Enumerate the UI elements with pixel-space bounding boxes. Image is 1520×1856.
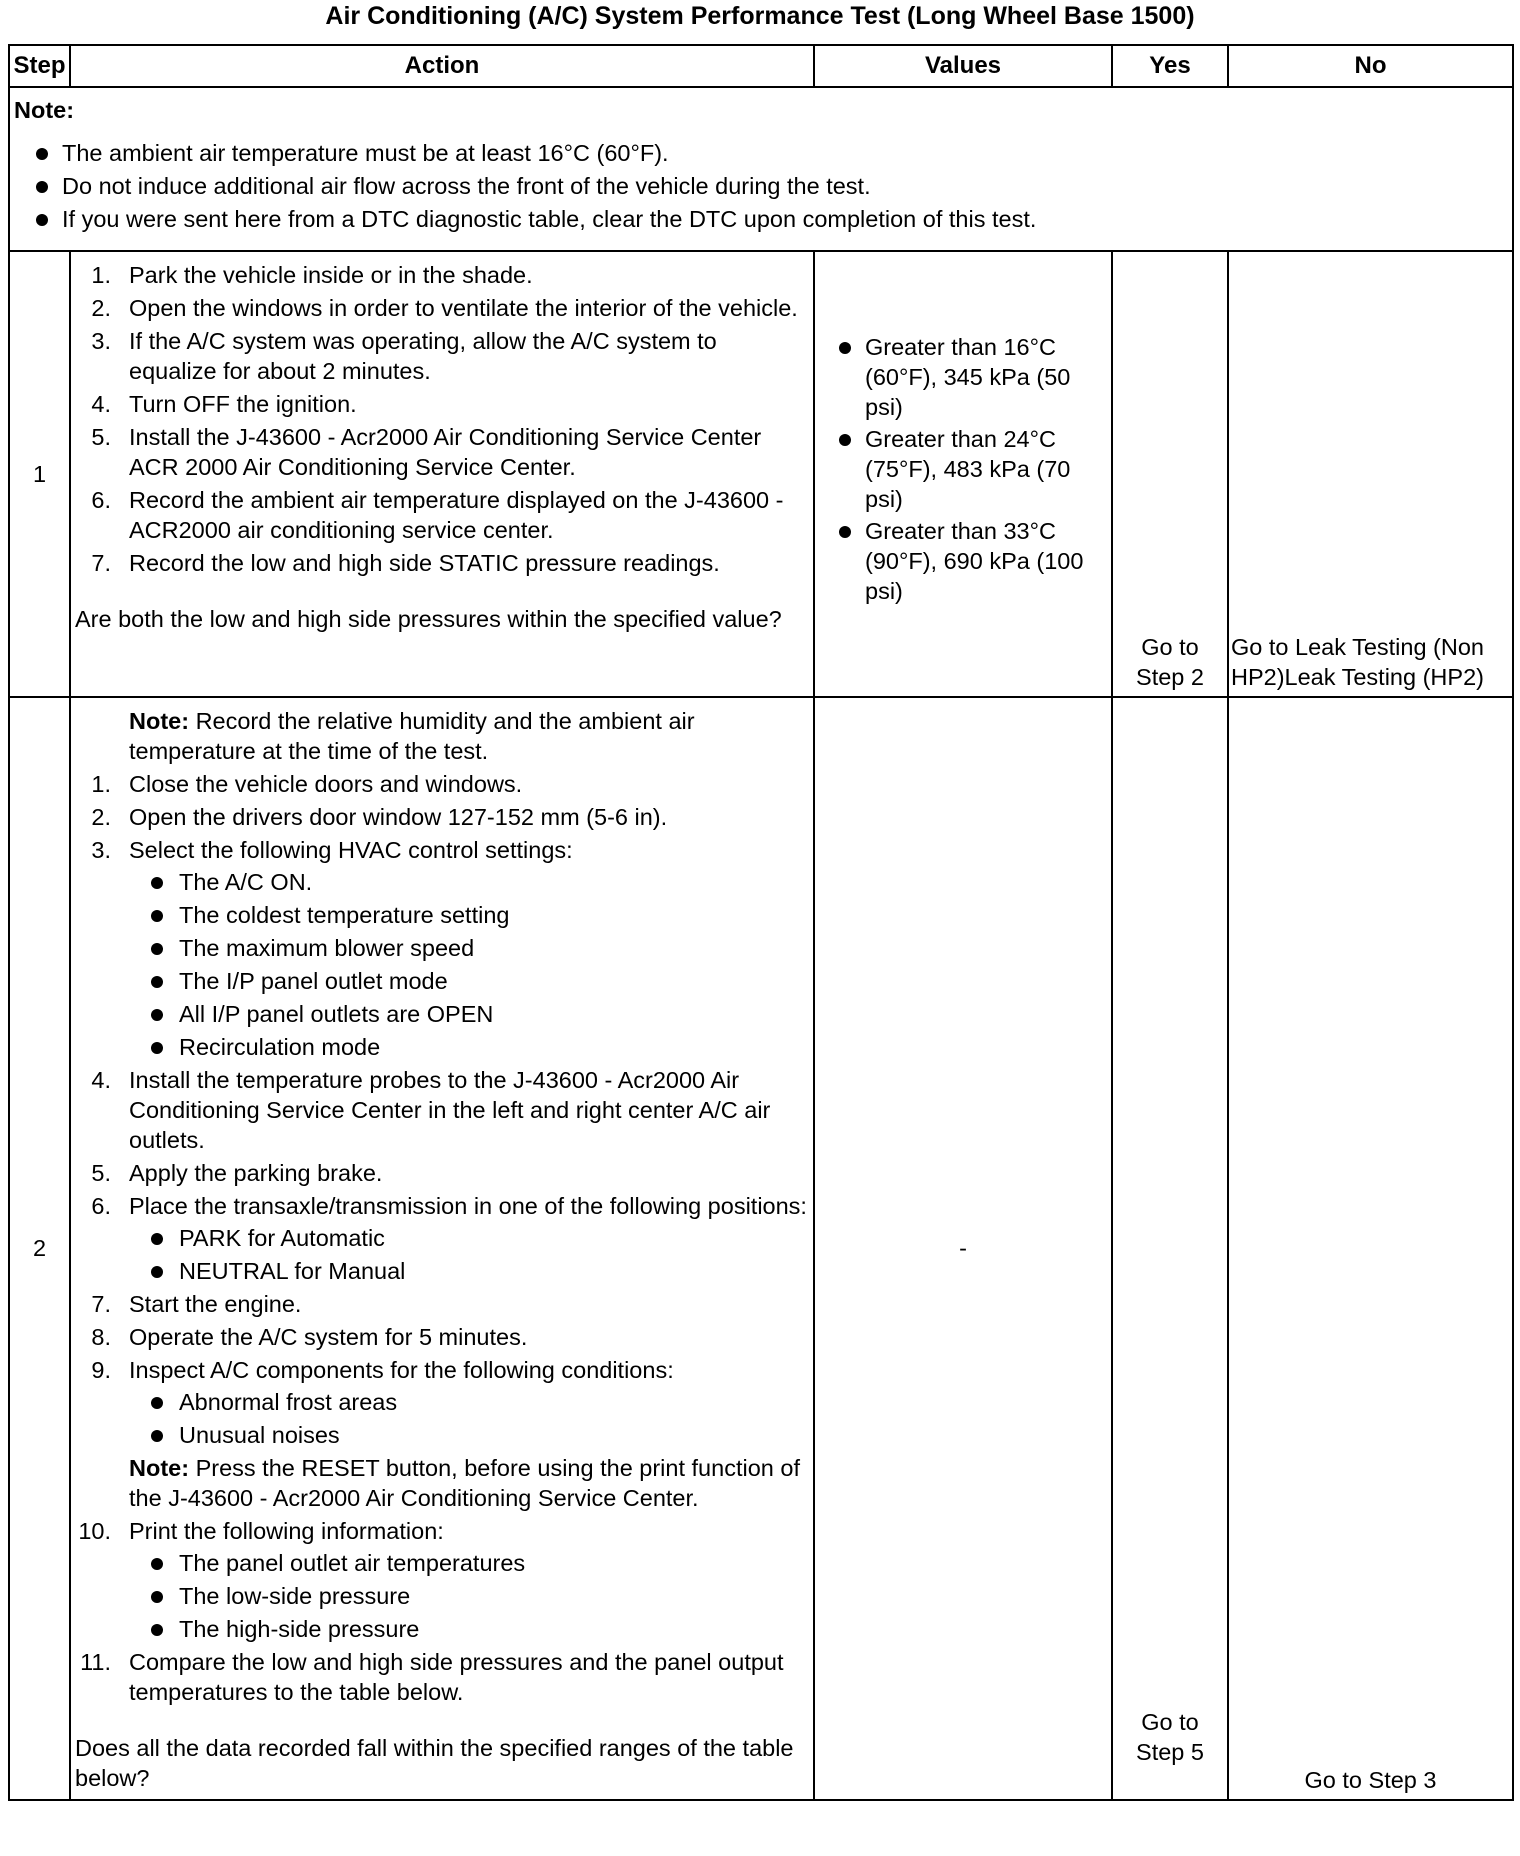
value-item: Greater than 24°C (75°F), 483 kPa (70 psi) [823,424,1103,514]
values-list [823,332,1103,606]
diagnostic-table [8,44,1514,1801]
step-2-print-note: Note: Press the RESET button, before using the print function of the J-43600 - Acr2000 Air Conditioning Service Center. [129,1455,800,1511]
header-no: No [1228,45,1513,87]
step-1-values [814,251,1112,697]
action-item: 9. Inspect A/C components for the following conditions: Abnormal frost areas Unusual noises Note: Press the RESET button, before using the print function of the J-43600 - Acr2000 Air Conditioning Service Center. [75,1355,809,1513]
sub-list [129,1223,809,1286]
header-step: Step [9,45,70,87]
note-row [9,87,1513,251]
note-item: If you were sent here from a DTC diagnostic table, clear the DTC upon completion of this test. [14,203,1508,236]
action-item: 2. Open the windows in order to ventilate the interior of the vehicle. [91,295,798,321]
note-list [14,137,1508,236]
step-1-no: Go to Leak Testing (Non HP2)Leak Testing (HP2) [1228,251,1513,697]
header-values: Values [814,45,1112,87]
action-item: 10. Print the following information: The panel outlet air temperatures The low-side pressure The high-side pressure [75,1516,809,1644]
action-item: 5. Apply the parking brake. [91,1160,383,1186]
action-item: 7. Start the engine. [91,1291,302,1317]
step-2-yes: Go to Step 5 [1112,697,1228,1800]
step-2-row [9,697,1513,1800]
step-2-question: Does all the data recorded fall within the specified ranges of the table below? [75,1735,794,1791]
step-2-note: Note: Record the relative humidity and the ambient air temperature at the time of the test. [129,708,695,764]
action-item: 7. Record the low and high side STATIC pressure readings. [91,550,720,576]
action-item: 3. Select the following HVAC control settings: The A/C ON. The coldest temperature setting The maximum blower speed The I/P panel outlet mode All I/P panel outlets are OPEN Recirculation mode [75,835,809,1062]
sub-item: The panel outlet air temperatures [129,1548,809,1578]
sub-item: The coldest temperature setting [129,900,809,930]
sub-item: Abnormal frost areas [129,1387,809,1417]
action-item: 11. Compare the low and high side pressures and the panel output temperatures to the table below. [80,1649,784,1705]
sub-item: The maximum blower speed [129,933,809,963]
action-item: 5. Install the J-43600 - Acr2000 Air Conditioning Service Center ACR 2000 Air Conditioning Service Center. [91,424,762,480]
action-item: 4. Install the temperature probes to the J-43600 - Acr2000 Air Conditioning Service Center in the left and right center A/C air outlets. [91,1067,771,1153]
header-action: Action [70,45,814,87]
value-item: Greater than 16°C (60°F), 345 kPa (50 psi) [823,332,1103,422]
action-item: 1. Park the vehicle inside or in the shade. [91,262,533,288]
sub-item: All I/P panel outlets are OPEN [129,999,809,1029]
action-item: 3. If the A/C system was operating, allow the A/C system to equalize for about 2 minutes. [91,328,717,384]
header-yes: Yes [1112,45,1228,87]
step-number: 2 [9,697,70,1800]
sub-item: The A/C ON. [129,867,809,897]
step-1-question: Are both the low and high side pressures within the specified value? [75,606,782,632]
note-label: Note: [14,97,75,123]
step-1-yes: Go to Step 2 [1112,251,1228,697]
sub-item: NEUTRAL for Manual [129,1256,809,1286]
action-item: 4. Turn OFF the ignition. [91,391,357,417]
step-2-action-list [75,769,809,1707]
sub-list [129,1548,809,1644]
sub-item: Unusual noises [129,1420,809,1450]
step-1-action-list [75,260,809,578]
action-item: 8. Operate the A/C system for 5 minutes. [91,1324,528,1350]
sub-item: Recirculation mode [129,1032,809,1062]
header-row [9,45,1513,87]
step-number: 1 [9,251,70,697]
sub-item: The high-side pressure [129,1614,809,1644]
sub-item: PARK for Automatic [129,1223,809,1253]
action-item: 2. Open the drivers door window 127-152 mm (5-6 in). [91,804,668,830]
sub-item: The I/P panel outlet mode [129,966,809,996]
step-1-action [70,251,814,697]
note-item: The ambient air temperature must be at least 16°C (60°F). [14,137,1508,170]
sub-list [129,1387,809,1450]
page-title: Air Conditioning (A/C) System Performance Test (Long Wheel Base 1500) [325,2,1195,30]
action-item: 1. Close the vehicle doors and windows. [91,771,523,797]
sub-item: The low-side pressure [129,1581,809,1611]
note-item: Do not induce additional air flow across the front of the vehicle during the test. [14,170,1508,203]
step-2-values: - [814,697,1112,1800]
sub-list [129,867,809,1062]
action-item: 6. Place the transaxle/transmission in one of the following positions: PARK for Automatic NEUTRAL for Manual [75,1191,809,1286]
step-2-action [70,697,814,1800]
step-2-no: Go to Step 3 [1228,697,1513,1800]
action-item: 6. Record the ambient air temperature displayed on the J-43600 - ACR2000 air conditioning service center. [91,487,784,543]
note-cell [9,87,1513,251]
step-1-row [9,251,1513,697]
value-item: Greater than 33°C (90°F), 690 kPa (100 psi) [823,516,1103,606]
